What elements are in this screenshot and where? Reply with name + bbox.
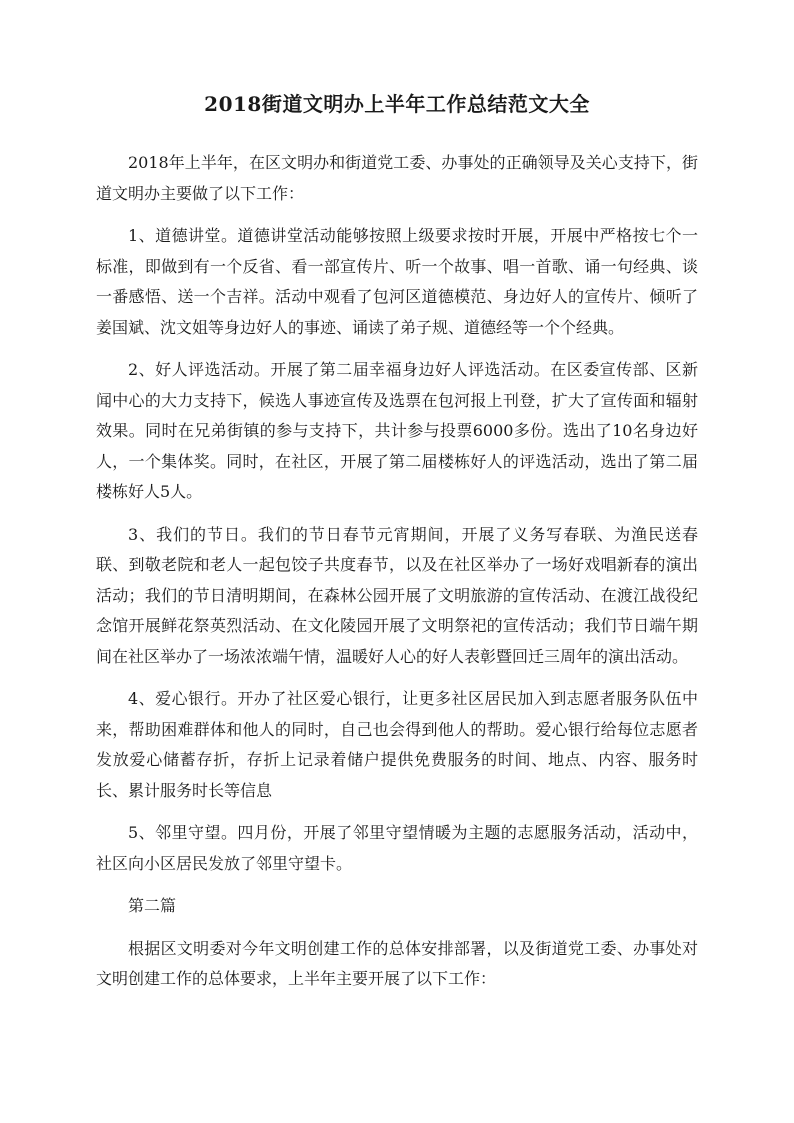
paragraph-moral-lecture: 1、道德讲堂。道德讲堂活动能够按照上级要求按时开展，开展中严格按七个一标准，即做到有一个反省、看一部宣传片、听一个故事、唱一首歌、诵一句经典、谈一番感悟、送一个吉祥。活动中观看了包河区道德模范、身边好人的宣传片、倾听了姜国斌、沈文姐等身边好人的事迹、诵读了弟子规、道德经等一个个经典。 (96, 226, 698, 337)
paragraph-love-bank: 4、爱心银行。开办了社区爱心银行，让更多社区居民加入到志愿者服务队伍中来，帮助困难群体和他人的同时，自己也会得到他人的帮助。爱心银行给每位志愿者发放爱心储蓄存折，存折上记录着储户提供免费服务的时间、地点、内容、服务时长、累计服务时长等信息 (96, 689, 698, 800)
document-title: 2018街道文明办上半年工作总结范文大全 (204, 92, 590, 116)
intro-paragraph: 2018年上半年，在区文明办和街道党工委、办事处的正确领导及关心支持下，街道文明办主要做了以下工作： (96, 153, 698, 203)
paragraph-neighborhood-watch: 5、邻里守望。四月份，开展了邻里守望情暖为主题的志愿服务活动，活动中，社区向小区居民发放了邻里守望卡。 (96, 823, 698, 873)
section-two-heading: 第二篇 (128, 896, 177, 915)
section-two-paragraph: 根据区文明委对今年文明创建工作的总体安排部署，以及街道党工委、办事处对文明创建工作的总体要求，上半年主要开展了以下工作： (96, 938, 698, 988)
paragraph-our-festivals: 3、我们的节日。我们的节日春节元宵期间，开展了义务写春联、为渔民送春联、到敬老院和老人一起包饺子共度春节，以及在社区举办了一场好戏唱新春的演出活动；我们的节日清明期间，在森林公园开展了文明旅游的宣传活动、在渡江战役纪念馆开展鲜花祭英烈活动、在文化陵园开展了文明祭祀的宣传活动；我们节日端午期间在社区举办了一场浓浓端午情，温暖好人心的好人表彰暨回迁三周年的演出活动。 (96, 524, 698, 666)
paragraph-good-people-selection: 2、好人评选活动。开展了第二届幸福身边好人评选活动。在区委宣传部、区新闻中心的大力支持下，候选人事迹宣传及选票在包河报上刊登，扩大了宣传面和辐射效果。同时在兄弟街镇的参与支持下，共计参与投票6000多份。选出了10名身边好人，一个集体奖。同时，在社区，开展了第二届楼栋好人的评选活动，选出了第二届楼栋好人5人。 (96, 360, 698, 501)
